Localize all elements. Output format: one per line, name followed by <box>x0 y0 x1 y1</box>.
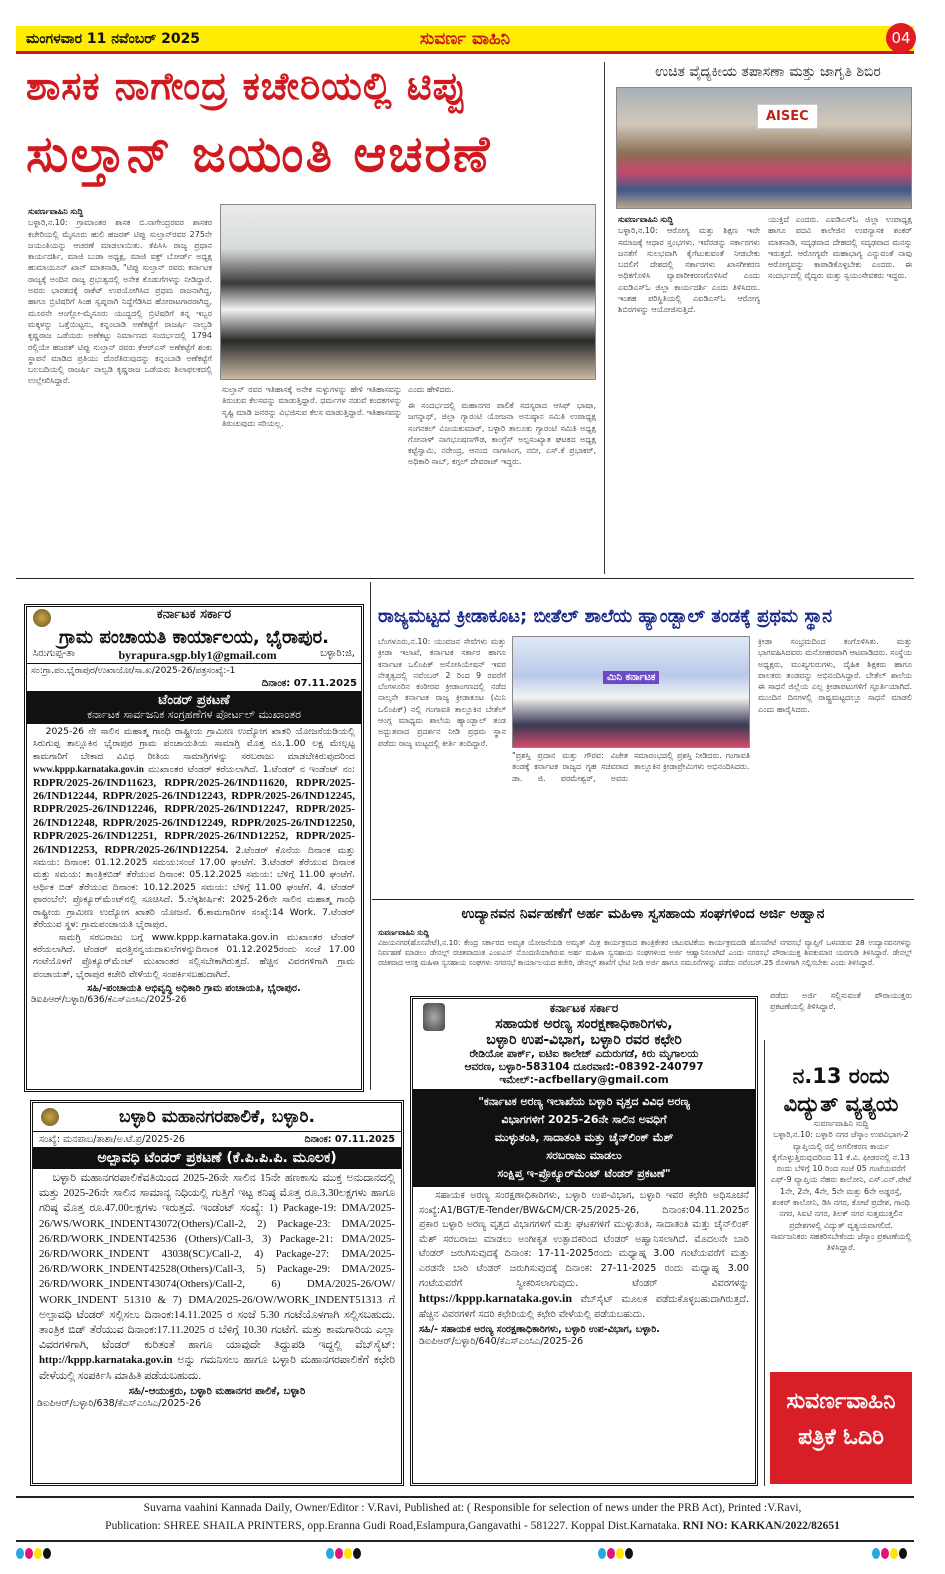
email-link[interactable]: ಇಮೇಲ್:-acfbellary@gmail.com <box>499 1074 669 1086</box>
article-text: ಯುಕ್ತಿದೆ ಎಂದರು. ಎಐಡಿಎಸ್‌ಓ ಜಿಲ್ಲಾ ಉಪಾಧ್ಯಕ್ಷ ಹಾಗೂ ಪದವಿ ಕಾಲೇಜಿನ ಉಪನ್ಯಾಸಕ ಶಂಕರ್ ಮಾತನಾಡಿ, ಸದೃಢವಾದ ದೇಹದಲ್ಲಿ ಸದೃಢವಾದ ಮನಸ್ಸು ಇರುತ್ತದೆ. ಆರೋಗ್ಯವೇ ಮಹಾಭಾಗ್ಯ ಎನ್ನುವಂತೆ ನಾವು ಆರೋಗ್ಯವನ್ನು ಕಾಪಾಡಿಕೊಳ್ಳಬೇಕು ಎಂದರು. ಈ ಸಂದರ್ಭದಲ್ಲಿ ವೈದ್ಯರು ಮತ್ತು ಸ್ವಯಂಸೇವಕರು ಇದ್ದರು. <box>768 215 912 281</box>
cyan-dot-icon <box>16 1548 24 1559</box>
tender-body <box>33 1169 401 1386</box>
page-number: 04 <box>886 23 916 53</box>
registration-marks <box>326 1544 362 1563</box>
notice-date: ದಿನಾಂಕ: 07.11.2025 <box>261 678 357 689</box>
dipr-code: ಡಿಐಪಿಆರ್/ಬಳ್ಳಾರಿ/636/ಕೆಎಸ್‌ಎಂಸಿಎ/2025-26 <box>31 995 187 1006</box>
lead-headline-line2: ಸುಲ್ತಾನ್ ಜಯಂತಿ ಆಚರಣೆ <box>26 125 492 183</box>
promo-line1: ಸುವರ್ಣವಾಹಿನಿ <box>786 1389 896 1414</box>
tender-forest <box>410 996 758 1486</box>
imprint-line2 <box>0 1520 945 1532</box>
gov-title: ಕರ್ನಾಟಕ ಸರ್ಕಾರ <box>549 1001 619 1015</box>
issue-date: ಮಂಗಳವಾರ 11 ನವೆಂಬರ್ 2025 <box>26 31 201 47</box>
read-paper-promo <box>770 1372 912 1484</box>
sports-col1 <box>378 636 506 898</box>
office-header <box>33 1103 401 1131</box>
signatory: ಸಹಿ/- ಸಹಾಯಕ ಅರಣ್ಯ ಸಂರಕ್ಷಣಾಧಿಕಾರಿಗಳು, ಬಳ್ಳಾರಿ ಉಪ-ವಿಭಾಗ, ಬಳ್ಳಾರಿ. <box>419 1324 660 1336</box>
registration-marks <box>872 1544 908 1563</box>
section-divider <box>16 578 914 579</box>
magenta-dot-icon <box>25 1548 33 1559</box>
lead-headline-line1: ಶಾಸಕ ನಾಗೇಂದ್ರ ಕಚೇರಿಯಲ್ಲಿ ಟಿಪ್ಪು <box>26 64 468 108</box>
title-line: ಸಂಕ್ಷಿಪ್ತ ಇ-ಪ್ರೊಕ್ಯೂರ್‌ಮೆಂಟ್ ಟೆಂಡರ್ ಪ್ರಕಟಣೆ" <box>497 1167 671 1180</box>
mini-karnataka-banner: ಮಿನಿ ಕರ್ನಾಟಕ <box>603 671 659 684</box>
notice-date: ದಿನಾಂಕ: 07.11.2025 <box>304 1134 395 1145</box>
cyan-dot-icon <box>326 1548 334 1559</box>
publication-address: Publication: SHREE SHAILA PRINTERS, opp.Eranna Gudi Road,Eslampura,Gangavathi - 581227. Koppal Dist.Karnataka. <box>105 1520 680 1532</box>
paragraph: ವೆಬ್‌ಸೈಟ್ ಮೂಲಕ ಪಡೆದುಕೊಳ್ಳಬಹುದಾಗಿರುತ್ತದೆ. ಹೆಚ್ಚಿನ ವಿವರಗಳಿಗೆ ಸದರಿ ಕಛೇರಿಯಲ್ಲಿ ಕಛೇರಿ ವೇಳೆಯಲ್ಲಿ ಪಡೆಯಬಹುದು. <box>419 1294 749 1320</box>
kppp-link[interactable]: www.kppp.karnataka.gov.in <box>33 764 144 775</box>
masthead <box>16 26 914 54</box>
health-camp-col2 <box>768 214 912 572</box>
lead-col2 <box>222 384 402 574</box>
black-dot-icon <box>899 1548 907 1559</box>
gov-title: ಕರ್ನಾಟಕ ಸರ್ಕಾರ <box>156 607 232 622</box>
yellow-dot-icon <box>616 1548 624 1559</box>
corporation-emblem-icon <box>41 1108 59 1126</box>
title-line: ವಿಭಾಗಗಳಿಗೆ 2025-26ನೇ ಸಾಲಿನ ಅವಧಿಗೆ <box>501 1113 667 1126</box>
magenta-dot-icon <box>607 1548 615 1559</box>
signatory: ಸಹಿ/-ಪಂಚಾಯತಿ ಅಭಿವೃದ್ಧಿ ಅಧಿಕಾರಿ ಗ್ರಾಮ ಪಂಚಾಯತಿ, ಭೈರಾಪುರ. <box>87 983 301 995</box>
sports-caption <box>512 750 750 896</box>
magenta-dot-icon <box>881 1548 889 1559</box>
contact-row <box>27 648 361 663</box>
article-text: ಪಡೆದು ಅರ್ಜಿ ಸಲ್ಲಿಸುವಂತೆ ಪೌರಾಯುಕ್ತರು ಪ್ರಕಟಣೆಯಲ್ಲಿ ತಿಳಿಸಿದ್ದಾರೆ. <box>770 991 912 1012</box>
column-divider <box>604 62 605 574</box>
article-text: ಸುಲ್ತಾನ್ ರವರ ಇತಿಹಾಸಕ್ಕೆ ಅನೇಕ ಸುಳ್ಳುಗಳನ್ನು ಹೇಳಿ ಇತಿಹಾಸವನ್ನು ತಿರುಚುವ ಕೆಲಸವನ್ನು ಮಾಡುತ್ತಿದ್ದಾರೆ. ಧರ್ಮಗಳ ನಡುವೆ ಕಂದಕಗಳನ್ನು ಸೃಷ್ಟಿ ಮಾಡಿ ಜನರನ್ನು ವಿಭಜಿಸುವ ಕೆಲಸ ಮಾಡುತ್ತಿದ್ದಾರೆ. ಇತಿಹಾಸವನ್ನು ತಿರುಚುವುದು ಸರಿಯಲ್ಲ. <box>222 385 402 428</box>
headline-line1: ನ.13 ರಂದು <box>792 1064 890 1088</box>
ref-row <box>33 1131 401 1147</box>
promo-line2: ಪತ್ರಿಕೆ ಓದಿರಿ <box>798 1425 884 1450</box>
magenta-dot-icon <box>335 1548 343 1559</box>
lead-photo <box>220 204 596 380</box>
aisec-banner: AISEC <box>757 104 818 129</box>
lead-col3 <box>408 400 596 574</box>
black-dot-icon <box>43 1548 51 1559</box>
article-text: ಬಳ್ಳಾರಿ,ನ.10: ಆರೋಗ್ಯ ಮತ್ತು ಶಿಕ್ಷಣ ಇವೇ ಸಮಾಜಕ್ಕೆ ಆಧಾರ ಸ್ತಂಭಗಳು. ಇವೆರಡನ್ನು ಸರ್ಕಾರಗಳು ಜನತೆಗೆ ಸುಲಭವಾಗಿ ಕೈಗೆಟುಕುವಂತೆ ನೀಡಬೇಕು ಬದಲಿಗೆ ದೇಶದಲ್ಲಿ ಸರ್ಕಾರಗಳು ಖಾಸಗೀಕರಣ ಅಧಿಕಗೊಳಿಸಿ ವ್ಯಾಪಾರೀಕರಣಗೊಳಿಸಿವೆ ಎಂದು ಎಐಡಿಎಸ್‌ಓ ಜಿಲ್ಲಾ ಕಾರ್ಯದರ್ಶಿ ಎಂದು ತಿಳಿಸಿದರು. ಇಂತಹ ಪರಿಸ್ಥಿತಿಯಲ್ಲಿ ಎಐಡಿಎಸ್‌ಓ ಆರೋಗ್ಯ ಶಿಬಿರಗಳನ್ನು ಆಯೋಜಿಸುತ್ತಿದೆ. <box>618 226 760 315</box>
registration-marks <box>16 1544 52 1563</box>
lead-col1 <box>28 206 212 576</box>
article-text: ಬಳ್ಳಾರಿ,ನ.10: ಬಳ್ಳಾರಿ ನಗರ ಜೆಸ್ಕಾಂ ಉಪವಿಭಾಗ-2 ವ್ಯಾಪ್ತಿಯಲ್ಲಿ ರಸ್ತೆ ಅಗಲೀಕರಣ ಕಾರ್ಯ ಕೈಗೊಳ್ಳುತ್ತಿರುವುದರಿಂದ 11 ಕೆ.ವಿ. ಫೀಡರನಲ್ಲಿ ನ.13 ರಂದು ಬೆಳಿಗ್ಗೆ 10 ರಿಂದ ಸಂಜೆ 05 ಗಂಟೆಯವರೆಗೆ ಎಫ್-9 ವ್ಯಾಪ್ತಿಯ ನೆಹರು ಕಾಲೋನಿ, ಎಸ್.ಎನ್.ಪೇಟೆ 1ನೇ, 2ನೇ, 4ನೇ, 5ನೇ ಮತ್ತು 6ನೇ ಅಡ್ಡರಸ್ತೆ, ಶಂಕರ್ ಕಾಲೋನಿ, ಡಿಸಿ ನಗರ, ಕೋಟೆ ಪ್ರದೇಶ, ಗಾಂಧಿ ನಗರ, ಸಿಐಟಿ ನಗರ, ತಿಲಕ್ ನಗರ ಸುತ್ತಮುತ್ತಲಿನ ಪ್ರದೇಶಗಳಲ್ಲಿ ವಿದ್ಯುತ್ ವ್ಯತ್ಯಯವಾಗಲಿದೆ. ಸಾರ್ವಜನಿಕರು ಸಹಕರಿಸಬೇಕೆಂದು ಜೆಸ್ಕಾಂ ಪ್ರಕಟಣೆಯಲ್ಲಿ ತಿಳಿಸಿದ್ದಾರೆ. <box>770 1130 912 1253</box>
black-dot-icon <box>353 1548 361 1559</box>
garden-body <box>378 928 912 980</box>
paragraph: ಅನ್ನು ಗಮನಿಸಲು ಹಾಗೂ ಬಳ್ಳಾರಿ ಮಹಾನಗರಪಾಲಿಕೆಗೆ ಕಛೇರಿ ವೇಳೆಯಲ್ಲಿ ಸಂಪರ್ಕಿಸಿ ಮಾಹಿತಿ ಪಡೆಯಬಹುದು. <box>39 1354 396 1382</box>
tender-title-bar <box>27 691 361 724</box>
address-line2: ಆವರಣ, ಬಳ್ಳಾರಿ-583104 ದೂರವಾಣಿ:-08392-240797 <box>464 1061 704 1073</box>
kppp-link[interactable]: https://kppp.karnataka.gov.in <box>419 1291 573 1306</box>
article-text: ವಿಜಯನಗರ(ಹೊಸಪೇಟೆ),ನ.10: ಕೇಂದ್ರ ಸರ್ಕಾರದ ಅಮೃತ ಯೋಜನೆಯಡಿ ಅಮೃತ್ ಮಿತ್ರ ಕಾರ್ಯಕ್ರಮದ ತಾಂತ್ರಿಕೇತರ ಚಟುವಟಿಕೆಯ ಕಾರ್ಯಕ್ರಮದಡಿ ಹೊಸಪೇಟೆ ನಗರಸಭೆ ವ್ಯಾಪ್ತಿಗೆ ಒಳಪಡುವ 28 ಉದ್ಯಾನವನಗಳನ್ನು ನಿರ್ವಹಣೆ ಮಾಡಲು ಡೇನಲ್ಲ್ ರಚಿತವಾದಂತ ಎಂಐಎಸ್ ನೊಂದಣಿಯಾಗಿರುವ ಅರ್ಹ ಮಹಿಳಾ ಸ್ವಸಹಾಯ ಸಂಘಗಳಿಂದ ಅರ್ಜಿ ಆಹ್ವಾನಿಸಲಾಗಿದೆ ಎಂದು ನಗರಸಭೆ ಪೌರಾಯುಕ್ತ ಶಿವಕುಮಾರ ಯರಗುಡಿ ತಿಳಿಸಿದ್ದಾರೆ. ಡೇನಲ್ಲ್ ರಚಿತವಾದ ಆಸಕ್ತ ಮಹಿಳಾ ಸ್ವಸಹಾಯ ಸಂಘಗಳು ನಗರಸಭೆ ಕಾರ್ಯಾಲಯದ ಕಚೇರಿ, ಡೇನಲ್ಲ್ ಶಾಖೆಗೆ ಭೇಟಿ ನೀಡಿ ಅರ್ಜಿ ಹಾಗೂ ನಮೂನೆಗಳನ್ನು ಪಡೆದು ನವೆಂಬರ್.25 ರೊಳಗಾಗಿ ಸಲ್ಲಿಸಬೇಕು ಎಂದು ತಿಳಿಸಿದ್ದಾರೆ. <box>378 938 912 967</box>
title-line: ಮುಳ್ಳುತಂತಿ, ಸಾದಾತಂತಿ ಮತ್ತು ಚೈನ್‌ಲಿಂಕ್ ಮೆಶ್ <box>494 1131 674 1144</box>
tender-title: ಟೆಂಡರ್ ಪ್ರಕಟಣೆ <box>158 693 230 708</box>
district: ಬಳ್ಳಾರಿ:ಜಿ, <box>320 648 355 659</box>
byline: ಸುವರ್ಣವಾಹಿನಿ ಸುದ್ದಿ <box>28 207 84 216</box>
dipr-code: ಡಿಐಪಿಆರ್/ಬಳ್ಳಾರಿ/638/ಕೆಎಸ್‌ಎಂಸಿಎ/2025-26 <box>37 1397 202 1409</box>
address-line1: ರೇಡಿಯೋ ಪಾರ್ಕ್, ಐಟಿಐ ಕಾಲೇಜ್ ಎದುರುಗಡೆ, ಕಿರು ಮೃಗಾಲಯ <box>469 1048 699 1060</box>
byline: ಸುವರ್ಣವಾಹಿನಿ ಸುದ್ದಿ <box>378 928 429 937</box>
tender-ballari <box>30 1100 404 1486</box>
forest-dept-emblem-icon <box>423 1003 445 1031</box>
column-divider <box>764 1040 765 1486</box>
lead-col2-tail <box>408 384 538 398</box>
office-header <box>413 999 755 1089</box>
article-text: ಈ ಸಂದರ್ಭದಲ್ಲಿ ಮಹಾನಗರ ಪಾಲಿಕೆ ಸದಸ್ಯರಾದ ಆಸಿಫ್ ಭಾಷಾ, ಜಗನ್ನಾಥ್, ಜಿಲ್ಲಾ ಗ್ಯಾರಂಟಿ ಯೋಜನಾ ಅನುಷ್ಠಾನ ಸಮಿತಿ ಉಪಾಧ್ಯಕ್ಷ ಸಂಗನಕಲ್ ವಿಜಯಕುಮಾರ್, ಬಳ್ಳಾರಿ ತಾಲೂಕು ಗ್ಯಾರಂಟಿ ಸಮಿತಿ ಅಧ್ಯಕ್ಷ ಗೋನಾಳ್ ನಾಗಭೂಷಣಗೌಡ, ಕಾಂಗ್ರೆಸ್ ಅಲ್ಪಸಂಖ್ಯಾತ ಘಟಕದ ಅಧ್ಯಕ್ಷ ಕಟ್ಟೆಸ್ವಾಮಿ, ನರೇಂದ್ರ, ಆನಂದ ನಾಗಾಸಿಂಗ, ನಬೀ, ಎಸ್.ಕೆ ಪ್ರಭಾಕರ್, ಅಧಿಕಾರಿ ಸಾಬ್, ಕಗ್ಗಲ್ ದೇವರಾಜ್ ಇದ್ದರು. <box>408 401 596 467</box>
garden-headline: ಉದ್ಯಾನವನ ನಿರ್ವಹಣೆಗೆ ಅರ್ಹ ಮಹಿಳಾ ಸ್ವಸಹಾಯ ಸಂಘಗಳಿಂದ ಅರ್ಜಿ ಅಹ್ವಾನ <box>461 906 825 922</box>
sports-headline: ರಾಜ್ಯಮಟ್ಟದ ಕ್ರೀಡಾಕೂಟ; ಬೀತೆಲ್ ಶಾಲೆಯ ಹ್ಯಾಂಡ್ಬಾಲ್ ತಂಡಕ್ಕೆ ಪ್ರಥಮ ಸ್ಥಾನ <box>378 606 833 627</box>
office-line2: ಬಳ್ಳಾರಿ ಉಪ-ವಿಭಾಗ, ಬಳ್ಳಾರಿ ರವರ ಕಛೇರಿ <box>486 1032 682 1048</box>
tender-subtitle: ಕರ್ನಾಟಕ ಸಾರ್ವಜನಿಕ ಸಂಗ್ರಹಣೆಗಳ ಪೋರ್ಟಲ್ ಮುಖಾಂತರ <box>87 708 301 721</box>
registration-marks <box>598 1544 634 1563</box>
footer-divider <box>16 1540 914 1542</box>
tender-schedule: 2.ಟೆಂಡರ್ ಕೊನೆಯ ದಿನಾಂಕ ಮತ್ತು ಸಮಯ: ದಿನಾಂಕ: 01.12.2025 ಸಮಯ:ಸಂಜೆ 17.00 ಘಂಟೆಗೆ. 3.ಟೆಂಡರ್ ತೆರೆಯುವ ದಿನಾಂಕ ಮತ್ತು ಸಮಯ: ತಾಂತ್ರಿಕಬಿಡ್ ತೆರೆಯುವ ದಿನಾಂಕ: 05.12.2025 ಸಮಯ: ಬೆಳಿಗ್ಗೆ 11.00 ಘಂಟೆಗೆ. ಆರ್ಥಿಕ ಬಿಡ್ ತೆರೆಯುವ ದಿನಾಂಕ: 10.12.2025 ಸಮಯ: ಬೆಳಿಗ್ಗೆ 11.00 ಘಂಟೆಗೆ. 4. ಟೆಂಡರ್ ಫಾರಂಬೆಲೆ: ಪ್ರೊಕ್ಯೂರ್‌ಮೆಂಟ್‌ನಲ್ಲಿ ಸೂಚಿಸಿದೆ. 5.ಲೆಕ್ಕಶೀರ್ಷಿಕೆ: 2025-26ನೇ ಸಾಲಿನ ಮಹಾತ್ಮ ಗಾಂಧಿ ರಾಷ್ಟ್ರೀಯ ಗ್ರಾಮೀಣ ಉದ್ಯೋಗ ಖಾತರಿ ಯೋಜನೆ. 6.ಕಾಮಗಾರಿಗಳ ಸಂಖ್ಯೆ:14 Work. 7.ಟೆಂಡರ್ ತೆರೆಯುವ ಸ್ಥಳ: ಗ್ರಾಮಪಂಚಾಯತಿ ಭೈರಾಪುರ. <box>33 844 355 931</box>
title-line: "ಕರ್ನಾಟಕ ಅರಣ್ಯ ಇಲಾಖೆಯ ಬಳ್ಳಾರಿ ವೃತ್ತದ ವಿವಿಧ ಅರಣ್ಯ <box>478 1095 690 1108</box>
cyan-dot-icon <box>872 1548 880 1559</box>
section-divider <box>372 899 914 900</box>
paragraph: ಸಾಮಗ್ರಿ ಸರಬರಾಜು ಬಗ್ಗೆ www.kppp.karnataka.gov.in ಮುಖಾಂತರ ಟೆಂಡರ್ ಕರೆಯಲಾಗಿದೆ. ಟೆಂಡರ್ ಷರತ್ತಿನನ್ವಯದಾಖಲೆಗಳನ್ನುದಿನಾಂಕ 01.12.2025ರಂದು ಸಂಜೆ 17.00 ಗಂಟೆಯೊಳಗೆ ಪ್ರೊಕ್ಯೂರ್‌ಮೆಂಟ್ ಮುಖಾಂತರ ಸಲ್ಲಿಸಬೇಕಾಗಿರುತ್ತದೆ. ಹೆಚ್ಚಿನ ವಿವರಗಳಿಗಾಗಿ ಗ್ರಾಮ ಪಂಚಾಯತ್, ಭೈರಾಪುರ ಕಚೇರಿ ವೇಳೆಯಲ್ಲಿ ಸಂಪರ್ಕಿಸಬಹುದಾಗಿದೆ. <box>33 931 355 980</box>
imprint-line1: Suvarna vaahini Kannada Daily, Owner/Editor : V.Ravi, Published at: ( Responsible for selection of news under the PRB Act), Printed :V.Ravi, <box>143 1502 802 1514</box>
article-text: ಎಂದು ಹೇಳಿದರು. <box>408 385 454 394</box>
tender-title-block <box>413 1089 755 1187</box>
office-name: ಬಳ್ಳಾರಿ ಮಹಾನಗರಪಾಲಿಕೆ, ಬಳ್ಳಾರಿ. <box>119 1107 315 1127</box>
karnataka-emblem-icon <box>33 609 51 627</box>
paper-name: ಸುವರ್ಣ ವಾಹಿನಿ <box>419 29 511 49</box>
health-camp-headline: ಉಚಿತ ವೈದ್ಯಕೀಯ ತಪಾಸಣಾ ಮತ್ತು ಜಾಗೃತಿ ಶಿಬಿರ <box>655 64 881 80</box>
sports-col3 <box>758 636 912 896</box>
taluk: ಸಿರುಗುಪ್ಪ-ತಾ <box>33 648 75 659</box>
power-cut-body <box>770 1118 912 1366</box>
signatory: ಸಹಿ/-ಆಯುಕ್ತರು, ಬಳ್ಳಾರಿ ಮಹಾನಗರ ಪಾಲಿಕೆ, ಬಳ್ಳಾರಿ <box>128 1385 306 1397</box>
ref-number: ಸಂ:ಗ್ರಾ.ಪಂ.ಭೈರಾಪುರ/ಉಖಾಯೋ/ಸಾ.ಖ/2025-26/ಪತ್ರಸಂಖ್ಯೆ:-1 <box>27 663 361 678</box>
column-divider <box>370 582 371 1090</box>
footer-divider <box>16 1496 914 1498</box>
yellow-dot-icon <box>344 1548 352 1559</box>
health-camp-photo <box>616 87 912 209</box>
rni-number: RNI NO: KARKAN/2022/82651 <box>682 1520 840 1532</box>
headline-line2: ವಿದ್ಯುತ್ ವ್ಯತ್ಯಯ <box>783 1092 899 1116</box>
paragraph: ಸಹಾಯಕ ಅರಣ್ಯ ಸಂರಕ್ಷಣಾಧಿಕಾರಿಗಳು, ಬಳ್ಳಾರಿ ಉಪ-ವಿಭಾಗ, ಬಳ್ಳಾರಿ ಇವರ ಕಛೇರಿ ಅಧಿಸೂಚನೆ ಸಂಖ್ಯೆ:A1/BGT/E-Tender/BW&CM/CR-25/2025-26, ದಿನಾಂಕ:04.11.2025ರ ಪ್ರಕಾರ ಬಳ್ಳಾರಿ ಅರಣ್ಯ ವೃತ್ತದ ವಿಭಾಗಗಳಿಗೆ ಮತ್ತು ಘಟಕಗಳಿಗೆ ಮುಳ್ಳುತಂತಿ, ಸಾದಾತಂತಿ ಮತ್ತು ಚೈನ್‌ಲಿಂಕ್ ಮೆಶ್ ಸರಬರಾಜು ಮಾಡಲು ಅಂಗೀಕೃತ ಉತ್ಪಾದಕರಿಂದ ಟೆಂಡರ್ ಅಹ್ವಾನಿಸಲಾಗಿದೆ. ಮೊದಲನೇ ಬಾರಿ ಟೆಂಡರ್ ಜರುಗಿಸುವುದಕ್ಕೆ ದಿನಾಂಕ: 17-11-2025ರಂದು ಮಧ್ಯಾಹ್ನ 3.00 ಗಂಟೆಯವರೆಗೆ ಮತ್ತು ಎರಡನೇ ಬಾರಿ ಟೆಂಡರ್ ಜರುಗಿಸುವುದಕ್ಕೆ ದಿನಾಂಕ: 27-11-2025 ರಂದು ಮಧ್ಯಾಹ್ನ 3.00 ಗಂಟೆಯವರೆಗೆ ಸ್ವೀಕರಿಸಲಾಗುವುದು. ಟೆಂಡರ್ ವಿವರಗಳನ್ನು <box>419 1190 749 1289</box>
title-line: ಸರಬರಾಜು ಮಾಡಲು <box>546 1149 622 1162</box>
byline: ಸುವರ್ಣವಾಹಿನಿ ಸುದ್ದಿ <box>618 215 674 224</box>
office-line1: ಸಹಾಯಕ ಅರಣ್ಯ ಸಂರಕ್ಷಣಾಧಿಕಾರಿಗಳು, <box>495 1016 673 1032</box>
paragraph: ಮುಖಾಂತರ ಟೆಂಡರ್ ಕರೆಯಲಾಗಿದೆ. <box>148 764 259 776</box>
power-cut-headline <box>770 1062 912 1118</box>
article-text: ಬಳ್ಳಾರಿ,ನ.10: ಗ್ರಾಮಾಂತರ ಶಾಸಕ ಬಿ.ನಾಗೇಂದ್ರರವರ ಶಾಸಕರ ಕಚೇರಿಯಲ್ಲಿ ಮೈಸೂರು ಹುಲಿ ಹಜರತ್ ಟಿಪ್ಪು ಸುಲ್ತಾನ್‌ರವರ 275ನೇ ಜಯಂತಿಯನ್ನು ಆಚರಣೆ ಮಾಡಲಾಯಿತು. ಕೆಪಿಸಿಸಿ ರಾಜ್ಯ ಪ್ರಧಾನ ಕಾರ್ಯದರ್ಶಿ, ಮಾಜಿ ಬುಡಾ ಅಧ್ಯಕ್ಷ, ಮಾಜಿ ವಕ್ಫ್ ಬೋರ್ಡ್ ಅಧ್ಯಕ್ಷ ಹುಮಾಯೂನ್ ಖಾನ್ ಮಾತನಾಡಿ, "ಟಿಪ್ಪು ಸುಲ್ತಾನ್ ರವರು ಕರ್ನಾಟಕ ರಾಜ್ಯಕ್ಕೆ ಅಂದಿನ ರಾಜ್ಯ ಪ್ರಭುತ್ವದಲ್ಲಿ ಅನೇಕ ಕೊಡುಗೆಗಳನ್ನು ನೀಡಿದ್ದಾರೆ. ಅವರು ಭಾರತದಕ್ಕೆ ರಾಕೆಟ್ ಉಪಯೋಗಿಸಿದ ಪ್ರಥಮ ರಾಜನಾಗಿದ್ದ, ಹಾಗೂ ಬ್ರಿಟಿಷರಿಗೆ ಸಿಂಹ ಸ್ವಪ್ನರಾಗಿ ನಿದ್ದೆಗೆಡಿಸಿದ ಹೋರಾಟಗಾರರಾಗಿದ್ದ, ಮೂರನೇ ಆಂಗ್ಲೋ-ಮೈಸೂರು ಯುದ್ಧದಲ್ಲಿ ಬ್ರಿಟಿಷರಿಗೆ ತನ್ನ ಇಬ್ಬರ ಮಕ್ಕಳನ್ನು ಒತ್ತೆಯಿಟ್ಟನು, ಕನ್ನಂಬಾಡಿ ಅಣೆಕಟ್ಟೆಗೆ ರಾಜರ್ಷಿ ನಾಲ್ವಡಿ ಕೃಷ್ಣರಾಜ ಒಡೆಯರು ಅಣೆಕಟ್ಟು ನಿರ್ಮಾಣದ ಸಂದರ್ಭದಲ್ಲಿ 1794 ರಲ್ಲಿಯೇ ಹಜರತ್ ಟಿಪ್ಪು ಸುಲ್ತಾನ್ ರವರು ಕೆಆರ್‌ಎಸ್ ಅಣೆಕಟ್ಟೆಗೆ ಶಂಕು ಸ್ಥಾಪನೆ ಮಾಡಿದ ಪ್ರತಿಯು ದೊರೆತಿರುವುದನ್ನು ಕನ್ನಂಬಾಡಿ ಅಣೆಕಟ್ಟೆಗೆ ಬಲಬದಿಯಲ್ಲಿ ರಾಜರ್ಷಿ ನಾಲ್ವಡಿ ಕೃಷ್ಣರಾಜ ಒಡೆಯರು ಶಿಲಾಫಲಕದಲ್ಲಿ ಉಲ್ಲೇಖಿಸಿದ್ದಾರೆ. <box>28 218 212 386</box>
tender-body <box>27 724 361 983</box>
garden-tail <box>770 990 912 1036</box>
tender-byrapura <box>24 604 364 1092</box>
yellow-dot-icon <box>890 1548 898 1559</box>
sports-photo <box>512 636 750 748</box>
tender-title: ಅಲ್ಪಾವಧಿ ಟೆಂಡರ್ ಪ್ರಕಟಣೆ (ಕೆ.ಪಿ.ಪಿ.ಪಿ. ಮೂಲಕ) <box>33 1147 401 1169</box>
paper-logo <box>16 29 914 49</box>
photo-caption: "ಪ್ರಶಸ್ತಿ ಪ್ರದಾನ ಮತ್ತು ಗೌರವ: ವಿಜೇತ ತಂಡಕ್ಕೆ ಕರ್ನಾಟಕ ರಾಜ್ಯದ ಗೃಹ ಸಚಿವರಾದ ಡಾ. ಜಿ. ಪರಮೇಶ್ವರ್, ಅವರು ಸಮಾರಂಭದಲ್ಲಿ ಪ್ರಶಸ್ತಿ ನೀಡಿದರು. ಗಂಗಾವತಿ ತಾಲ್ಲೂಕಿನ ಕ್ರೀಡಾಪ್ರೇಮಿಗಳು ಅಭಿನಂದಿಸಿದರು. <box>512 751 750 783</box>
indent-label: 1.ಟೆಂಡರ್ ನ ಇಂಡೆಂಟ್ ನಂ: <box>262 764 356 776</box>
article-text: ಬೆಂಗಳೂರು,ನ.10: ಯುವಜನ ಸೇವೆಗಳು ಮತ್ತು ಕ್ರೀಡಾ ಇಲಾಖೆ, ಕರ್ನಾಟಕ ಸರ್ಕಾರ ಹಾಗೂ ಕರ್ನಾಟಕ ಒಲಿಂಪಿಕ್ ಅಸೋಸಿಯೇಷನ್ ಇವರ ನೇತೃತ್ವದಲ್ಲಿ ನವೆಂಬರ್ 2 ರಿಂದ 9 ರವರೆಗೆ ಬೆಂಗಳೂರಿನ ಕಂಠೀರವ ಕ್ರೀಡಾಂಗಣದಲ್ಲಿ ನಡೆದ ನಾಲ್ಕನೇ ಕರ್ನಾಟಕ ರಾಜ್ಯ ಕ್ರೀಡಾಕೂಟ (ಮಿನಿ ಒಲಿಂಪಿಕ್) ನಲ್ಲಿ ಗಂಗಾವತಿ ತಾಲ್ಲೂಕಿನ ಬೇತೆಲ್ ಆಂಗ್ಲ ಮಾಧ್ಯಮ ಶಾಲೆಯ ಹ್ಯಾಂಡ್ಬಾಲ್ ತಂಡ ಅಧ್ಬುತವಾದ ಪ್ರದರ್ಶನ ನೀಡಿ ಪ್ರಥಮ ಸ್ಥಾನ ಪಡೆದು ರಾಜ್ಯ ಮಟ್ಟದಲ್ಲಿ ಕೀರ್ತಿ ತಂದಿದ್ದಾರೆ. <box>378 637 506 748</box>
ref-number: ಸಂಖ್ಯೆ: ಮನಪಾಬ/ತಾಶಾ/ಅ.ಟೆ.ಪ್ರ/2025-26 <box>39 1134 185 1145</box>
paragraph: 2025-26 ನೇ ಸಾಲಿನ ಮಹಾತ್ಮ ಗಾಂಧಿ ರಾಷ್ಟ್ರೀಯ ಗ್ರಾಮೀಣ ಉದ್ಯೋಗ ಖಾತರಿ ಯೋಜನೆಯಡಿಯಲ್ಲಿ ಸಿರುಗುಪ್ಪ ತಾಲ್ಲೂಕಿನ ಭೈರಾಪುರ ಗ್ರಾಮ ಪಂಚಾಯತಿಯ ಸಾಮಾಗ್ರಿ ಮೊತ್ತ ರೂ.1.00 ಲಕ್ಷ ಮೇಲ್ಪಟ್ಟ ಕಾಮಗಾರಿಗೆ ಬೇಕಾದ ವಿವಿಧ ರೀತಿಯ ಸಾಮಾಗ್ರಿಗಳನ್ನು ಸರಬರಾಜು ಮಾಡಬೇಕಿರುವುದರಿಂದ <box>33 726 355 762</box>
indent-numbers: RDPR/2025-26/IND11623, RDPR/2025-26/IND11620, RDPR/2025-26/IND12244, RDPR/2025-26/IND12243, RDPR/2025-26/IND12245, RDPR/2025-26/IND12246, RDPR/2025-26/IND12247, RDPR/2025-26/IND12248, RDPR/2025-26/IND12249, RDPR/2025-26/IND12250, RDPR/2025-26/IND12251, RDPR/2025-26/IND12252, RDPR/2025-26/IND12253, RDPR/2025-26/IND12254. <box>33 776 355 856</box>
black-dot-icon <box>625 1548 633 1559</box>
tender-body <box>413 1187 755 1324</box>
health-camp-col1 <box>618 214 760 572</box>
office-name: ಗ್ರಾಮ ಪಂಚಾಯತಿ ಕಾರ್ಯಾಲಯ, ಭೈರಾಪುರ. <box>59 627 329 648</box>
email-link[interactable]: byrapura.sgp.bly1@gmail.com <box>118 648 277 662</box>
byline: ಸುವರ್ಣವಾಹಿನಿ ಸುದ್ದಿ <box>813 1119 869 1128</box>
cyan-dot-icon <box>598 1548 606 1559</box>
kppp-link[interactable]: http://kppp.karnataka.gov.in <box>39 1354 173 1367</box>
article-text: ಕ್ರೀಡಾ ಸಂಭ್ರಮದಿಂದ ಕಂಗೊಳಿಸಿತು. ಮತ್ತು ಭಾಗವಹಿಸಿದವರು ಮನೋಹರವಾಗಿ ಆಟವಾಡಿದರು. ಸಂಸ್ಥೆಯ ಅಧ್ಯಕ್ಷರು, ಮುಖ್ಯಗುರುಗಳು, ದೈಹಿಕ ಶಿಕ್ಷಕರು ಹಾಗೂ ಪಾಲಕರು ತಂಡವನ್ನು ಅಭಿನಂದಿಸಿದ್ದಾರೆ. ಬೇತೆಲ್ ಶಾಲೆಯ ಈ ಸಾಧನೆ ಜಿಲ್ಲೆಯ ಎಲ್ಲ ಕ್ರೀಡಾಪಟುಗಳಿಗೆ ಸ್ಫೂರ್ತಿಯಾಗಿದೆ. ಮುಂದಿನ ದಿನಗಳಲ್ಲಿ ರಾಷ್ಟ್ರಮಟ್ಟದಲ್ಲೂ ಸಾಧನೆ ಮಾಡಲಿ ಎಂದು ಹಾರೈಸಿದರು. <box>758 637 912 714</box>
dipr-code: ಡಿಐಪಿಆರ್/ಬಳ್ಳಾರಿ/640/ಕೆಎಸ್‌ಎಂಸಿಎ/2025-26 <box>419 1336 584 1348</box>
yellow-dot-icon <box>34 1548 42 1559</box>
paragraph: ಬಳ್ಳಾರಿ ಮಹಾನಗರಪಾಲಿಕೆವತಿಯಿಂದ 2025-26ನೇ ಸಾಲಿನ 15ನೇ ಹಣಕಾಸು ಮುಕ್ತ ಅನುದಾನದಲ್ಲಿ ಮತ್ತು 2025-26ನೇ ಸಾಲಿನ ಸಾಮಾನ್ಯ ನಿಧಿಯಲ್ಲಿ ಗುತ್ತಿಗೆ ಇಟ್ಟ ಕನಿಷ್ಠ ಮೊತ್ತ ರೂ.3.30ಲಕ್ಷಗಳು ಹಾಗೂ ಗರಿಷ್ಠ ಮೊತ್ತ ರೂ.47.00ಲಕ್ಷಗಳು ಇರುತ್ತದೆ. ಇಂಡೆಂಟ್ ಸಂಖ್ಯೆ: 1) Package-19: DMA/2025-26/WS/WORK_INDENT43072(Others)/Call-2, 2) Package-23: DMA/2025-26/RD/WORK_INDENT42536 (Others)/Call-3, 3) Package-21: DMA/2025-26/RD/WORK_INDENT 43038(SC)/Call-2, 4) Package-27: DMA/2025-26/RD/WORK_INDENT42528(Others)/Call-3, 5) Package-29: DMA/2025-26/RD/WORK_INDENT43074(Others)/Call-2, 6) DMA/2025-26/OW/ WORK_INDENT 51310 & 7) DMA/2025-26/OW/WORK_INDENT51313 ಗೆ ಅಲ್ಪಾವಧಿ ಟೆಂಡರ್ ಸಲ್ಲಿಸಲು ದಿನಾಂಕ:14.11.2025 ರ ಸಂಜೆ 5.30 ಗಂಟೆಯೊಳಗಾಗಿ ಸಲ್ಲಿಸಬಹುದು. ತಾಂತ್ರಿಕ ಬಿಡ್ ತೆರೆಯುವ ದಿನಾಂಕ:17.11.2025 ರ ಬೆಳಿಗ್ಗೆ 10.30 ಗಂಟೆಗೆ. ಮತ್ತು ಕಾಮಗಾರಿಯ ಎಲ್ಲಾ ವಿವರಗಳಿಗಾಗಿ, ಟೆಂಡರ್ ಕುರಿತಂತೆ ಹಾಗೂ ಯಾವುದೇ ತಿದ್ದುಪಡಿ ಇದ್ದಲ್ಲಿ ವೆಬ್‌ಸೈಟ್: <box>39 1172 395 1352</box>
